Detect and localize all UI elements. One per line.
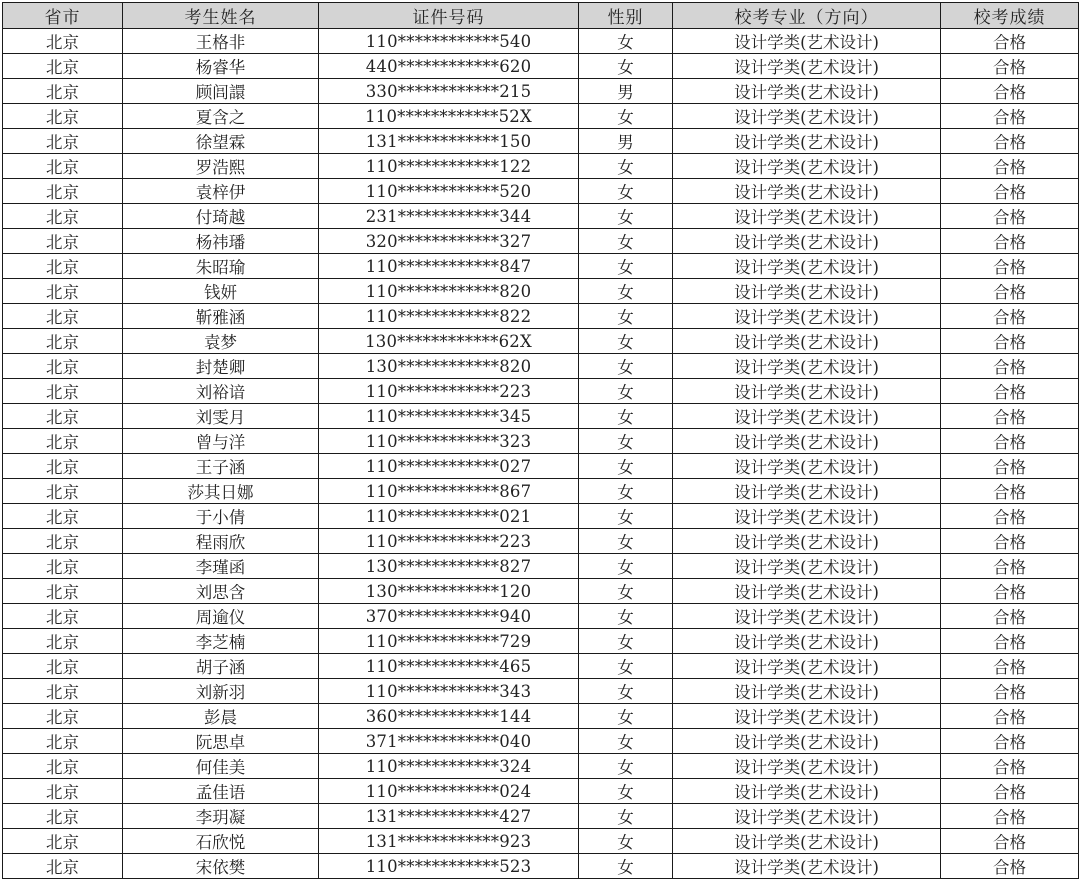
cell-name: 石欣悦 xyxy=(123,829,319,854)
cell-gender: 女 xyxy=(579,504,673,529)
cell-name: 刘思含 xyxy=(123,579,319,604)
header-gender: 性别 xyxy=(579,3,673,29)
cell-province: 北京 xyxy=(3,604,123,629)
cell-province: 北京 xyxy=(3,29,123,54)
cell-gender: 女 xyxy=(579,854,673,879)
cell-gender: 男 xyxy=(579,79,673,104)
cell-major: 设计学类(艺术设计) xyxy=(673,54,941,79)
cell-id-number: 110************223 xyxy=(319,529,579,554)
table-row xyxy=(3,729,1079,754)
table-row xyxy=(3,579,1079,604)
cell-result: 合格 xyxy=(941,354,1079,379)
cell-major: 设计学类(艺术设计) xyxy=(673,479,941,504)
cell-id-number: 110************024 xyxy=(319,779,579,804)
cell-name: 于小倩 xyxy=(123,504,319,529)
cell-result: 合格 xyxy=(941,579,1079,604)
table-row xyxy=(3,104,1079,129)
header-major: 校考专业（方向） xyxy=(673,3,941,29)
cell-id-number: 130************120 xyxy=(319,579,579,604)
cell-province: 北京 xyxy=(3,704,123,729)
cell-gender: 女 xyxy=(579,679,673,704)
cell-province: 北京 xyxy=(3,754,123,779)
table-row xyxy=(3,529,1079,554)
table-row xyxy=(3,704,1079,729)
cell-gender: 女 xyxy=(579,29,673,54)
cell-result: 合格 xyxy=(941,129,1079,154)
cell-province: 北京 xyxy=(3,854,123,879)
cell-province: 北京 xyxy=(3,279,123,304)
table-row xyxy=(3,329,1079,354)
cell-gender: 女 xyxy=(579,429,673,454)
cell-result: 合格 xyxy=(941,679,1079,704)
cell-gender: 女 xyxy=(579,204,673,229)
cell-id-number: 360************144 xyxy=(319,704,579,729)
table-row xyxy=(3,629,1079,654)
cell-name: 朱昭瑜 xyxy=(123,254,319,279)
cell-gender: 女 xyxy=(579,354,673,379)
cell-gender: 女 xyxy=(579,329,673,354)
cell-result: 合格 xyxy=(941,704,1079,729)
header-name: 考生姓名 xyxy=(123,3,319,29)
cell-id-number: 110************867 xyxy=(319,479,579,504)
cell-major: 设计学类(艺术设计) xyxy=(673,804,941,829)
cell-name: 袁梓伊 xyxy=(123,179,319,204)
cell-gender: 女 xyxy=(579,229,673,254)
header-id-number: 证件号码 xyxy=(319,3,579,29)
cell-major: 设计学类(艺术设计) xyxy=(673,329,941,354)
cell-province: 北京 xyxy=(3,829,123,854)
cell-name: 罗浩熙 xyxy=(123,154,319,179)
cell-major: 设计学类(艺术设计) xyxy=(673,204,941,229)
table-row xyxy=(3,554,1079,579)
cell-major: 设计学类(艺术设计) xyxy=(673,154,941,179)
cell-id-number: 131************427 xyxy=(319,804,579,829)
cell-result: 合格 xyxy=(941,279,1079,304)
cell-major: 设计学类(艺术设计) xyxy=(673,529,941,554)
cell-major: 设计学类(艺术设计) xyxy=(673,304,941,329)
cell-id-number: 330************215 xyxy=(319,79,579,104)
table-row xyxy=(3,279,1079,304)
cell-result: 合格 xyxy=(941,654,1079,679)
cell-province: 北京 xyxy=(3,154,123,179)
cell-id-number: 110************027 xyxy=(319,454,579,479)
cell-gender: 女 xyxy=(579,479,673,504)
cell-name: 夏含之 xyxy=(123,104,319,129)
cell-result: 合格 xyxy=(941,329,1079,354)
table-row xyxy=(3,354,1079,379)
table-row xyxy=(3,254,1079,279)
cell-result: 合格 xyxy=(941,829,1079,854)
cell-id-number: 131************923 xyxy=(319,829,579,854)
cell-major: 设计学类(艺术设计) xyxy=(673,829,941,854)
cell-gender: 女 xyxy=(579,579,673,604)
cell-gender: 女 xyxy=(579,54,673,79)
cell-province: 北京 xyxy=(3,504,123,529)
table-row xyxy=(3,679,1079,704)
cell-gender: 女 xyxy=(579,154,673,179)
cell-id-number: 110************021 xyxy=(319,504,579,529)
cell-major: 设计学类(艺术设计) xyxy=(673,679,941,704)
cell-major: 设计学类(艺术设计) xyxy=(673,704,941,729)
cell-major: 设计学类(艺术设计) xyxy=(673,854,941,879)
cell-id-number: 110************52X xyxy=(319,104,579,129)
cell-name: 顾闾譞 xyxy=(123,79,319,104)
cell-gender: 女 xyxy=(579,754,673,779)
cell-name: 刘雯月 xyxy=(123,404,319,429)
cell-province: 北京 xyxy=(3,104,123,129)
cell-major: 设计学类(艺术设计) xyxy=(673,279,941,304)
cell-name: 刘新羽 xyxy=(123,679,319,704)
table-row xyxy=(3,654,1079,679)
cell-major: 设计学类(艺术设计) xyxy=(673,229,941,254)
cell-name: 程雨欣 xyxy=(123,529,319,554)
cell-id-number: 110************729 xyxy=(319,629,579,654)
cell-id-number: 110************343 xyxy=(319,679,579,704)
cell-province: 北京 xyxy=(3,229,123,254)
cell-id-number: 110************822 xyxy=(319,304,579,329)
cell-result: 合格 xyxy=(941,54,1079,79)
cell-province: 北京 xyxy=(3,654,123,679)
cell-major: 设计学类(艺术设计) xyxy=(673,604,941,629)
cell-province: 北京 xyxy=(3,529,123,554)
table-row xyxy=(3,54,1079,79)
table-row xyxy=(3,29,1079,54)
cell-id-number: 130************820 xyxy=(319,354,579,379)
table-row xyxy=(3,779,1079,804)
cell-result: 合格 xyxy=(941,404,1079,429)
cell-gender: 女 xyxy=(579,829,673,854)
cell-gender: 女 xyxy=(579,629,673,654)
cell-major: 设计学类(艺术设计) xyxy=(673,379,941,404)
cell-name: 胡子涵 xyxy=(123,654,319,679)
cell-province: 北京 xyxy=(3,579,123,604)
cell-name: 王子涵 xyxy=(123,454,319,479)
cell-major: 设计学类(艺术设计) xyxy=(673,504,941,529)
table-row xyxy=(3,604,1079,629)
cell-province: 北京 xyxy=(3,379,123,404)
cell-id-number: 440************620 xyxy=(319,54,579,79)
cell-name: 曾与洋 xyxy=(123,429,319,454)
cell-gender: 女 xyxy=(579,604,673,629)
cell-province: 北京 xyxy=(3,329,123,354)
results-table xyxy=(2,2,1079,879)
cell-name: 莎其日娜 xyxy=(123,479,319,504)
cell-province: 北京 xyxy=(3,404,123,429)
cell-id-number: 110************540 xyxy=(319,29,579,54)
cell-id-number: 110************465 xyxy=(319,654,579,679)
table-row xyxy=(3,754,1079,779)
cell-province: 北京 xyxy=(3,729,123,754)
cell-major: 设计学类(艺术设计) xyxy=(673,554,941,579)
cell-province: 北京 xyxy=(3,79,123,104)
cell-result: 合格 xyxy=(941,479,1079,504)
cell-id-number: 110************820 xyxy=(319,279,579,304)
cell-result: 合格 xyxy=(941,229,1079,254)
cell-name: 何佳美 xyxy=(123,754,319,779)
cell-gender: 女 xyxy=(579,729,673,754)
cell-result: 合格 xyxy=(941,179,1079,204)
cell-province: 北京 xyxy=(3,54,123,79)
table-body xyxy=(3,29,1079,879)
cell-gender: 女 xyxy=(579,279,673,304)
cell-gender: 女 xyxy=(579,179,673,204)
cell-result: 合格 xyxy=(941,304,1079,329)
cell-result: 合格 xyxy=(941,604,1079,629)
cell-name: 徐望霖 xyxy=(123,129,319,154)
cell-gender: 女 xyxy=(579,104,673,129)
cell-province: 北京 xyxy=(3,204,123,229)
table-row xyxy=(3,829,1079,854)
cell-province: 北京 xyxy=(3,254,123,279)
cell-id-number: 320************327 xyxy=(319,229,579,254)
table-row xyxy=(3,79,1079,104)
cell-result: 合格 xyxy=(941,554,1079,579)
cell-name: 王格非 xyxy=(123,29,319,54)
cell-name: 彭晨 xyxy=(123,704,319,729)
cell-gender: 女 xyxy=(579,379,673,404)
cell-major: 设计学类(艺术设计) xyxy=(673,179,941,204)
cell-province: 北京 xyxy=(3,429,123,454)
cell-name: 封楚卿 xyxy=(123,354,319,379)
cell-name: 李玥凝 xyxy=(123,804,319,829)
cell-result: 合格 xyxy=(941,754,1079,779)
header-result: 校考成绩 xyxy=(941,3,1079,29)
cell-name: 杨祎璠 xyxy=(123,229,319,254)
table-row xyxy=(3,304,1079,329)
cell-gender: 女 xyxy=(579,529,673,554)
cell-name: 刘裕谙 xyxy=(123,379,319,404)
cell-id-number: 110************520 xyxy=(319,179,579,204)
cell-province: 北京 xyxy=(3,304,123,329)
cell-id-number: 370************940 xyxy=(319,604,579,629)
cell-province: 北京 xyxy=(3,129,123,154)
table-row xyxy=(3,429,1079,454)
cell-province: 北京 xyxy=(3,629,123,654)
cell-result: 合格 xyxy=(941,79,1079,104)
cell-gender: 女 xyxy=(579,304,673,329)
cell-major: 设计学类(艺术设计) xyxy=(673,729,941,754)
cell-gender: 男 xyxy=(579,129,673,154)
cell-id-number: 110************323 xyxy=(319,429,579,454)
cell-gender: 女 xyxy=(579,804,673,829)
cell-major: 设计学类(艺术设计) xyxy=(673,754,941,779)
cell-name: 孟佳语 xyxy=(123,779,319,804)
cell-major: 设计学类(艺术设计) xyxy=(673,429,941,454)
cell-province: 北京 xyxy=(3,679,123,704)
cell-major: 设计学类(艺术设计) xyxy=(673,29,941,54)
cell-result: 合格 xyxy=(941,804,1079,829)
cell-result: 合格 xyxy=(941,29,1079,54)
table-row xyxy=(3,479,1079,504)
cell-province: 北京 xyxy=(3,479,123,504)
table-row xyxy=(3,454,1079,479)
cell-id-number: 110************223 xyxy=(319,379,579,404)
cell-result: 合格 xyxy=(941,379,1079,404)
cell-province: 北京 xyxy=(3,779,123,804)
cell-province: 北京 xyxy=(3,804,123,829)
cell-name: 李芝楠 xyxy=(123,629,319,654)
cell-id-number: 371************040 xyxy=(319,729,579,754)
header-row xyxy=(3,3,1079,29)
cell-major: 设计学类(艺术设计) xyxy=(673,254,941,279)
cell-major: 设计学类(艺术设计) xyxy=(673,779,941,804)
cell-gender: 女 xyxy=(579,779,673,804)
table-row xyxy=(3,129,1079,154)
cell-name: 靳雅涵 xyxy=(123,304,319,329)
table-row xyxy=(3,504,1079,529)
cell-id-number: 110************324 xyxy=(319,754,579,779)
cell-result: 合格 xyxy=(941,454,1079,479)
cell-major: 设计学类(艺术设计) xyxy=(673,454,941,479)
cell-result: 合格 xyxy=(941,204,1079,229)
cell-major: 设计学类(艺术设计) xyxy=(673,79,941,104)
cell-province: 北京 xyxy=(3,179,123,204)
cell-id-number: 131************150 xyxy=(319,129,579,154)
cell-major: 设计学类(艺术设计) xyxy=(673,404,941,429)
cell-name: 杨睿华 xyxy=(123,54,319,79)
cell-name: 周逾仪 xyxy=(123,604,319,629)
cell-result: 合格 xyxy=(941,529,1079,554)
cell-result: 合格 xyxy=(941,729,1079,754)
cell-gender: 女 xyxy=(579,254,673,279)
cell-major: 设计学类(艺术设计) xyxy=(673,129,941,154)
cell-gender: 女 xyxy=(579,404,673,429)
cell-result: 合格 xyxy=(941,629,1079,654)
cell-name: 付琦越 xyxy=(123,204,319,229)
cell-name: 李瑾函 xyxy=(123,554,319,579)
table-row xyxy=(3,404,1079,429)
cell-result: 合格 xyxy=(941,104,1079,129)
cell-major: 设计学类(艺术设计) xyxy=(673,104,941,129)
cell-result: 合格 xyxy=(941,429,1079,454)
cell-id-number: 130************62X xyxy=(319,329,579,354)
cell-gender: 女 xyxy=(579,654,673,679)
table-row xyxy=(3,154,1079,179)
cell-id-number: 110************523 xyxy=(319,854,579,879)
cell-major: 设计学类(艺术设计) xyxy=(673,579,941,604)
cell-result: 合格 xyxy=(941,504,1079,529)
cell-province: 北京 xyxy=(3,554,123,579)
cell-gender: 女 xyxy=(579,554,673,579)
cell-major: 设计学类(艺术设计) xyxy=(673,654,941,679)
table-row xyxy=(3,854,1079,879)
header-province: 省市 xyxy=(3,3,123,29)
cell-major: 设计学类(艺术设计) xyxy=(673,629,941,654)
cell-gender: 女 xyxy=(579,704,673,729)
cell-result: 合格 xyxy=(941,779,1079,804)
cell-id-number: 231************344 xyxy=(319,204,579,229)
cell-id-number: 110************345 xyxy=(319,404,579,429)
table-row xyxy=(3,379,1079,404)
cell-id-number: 130************827 xyxy=(319,554,579,579)
cell-name: 袁梦 xyxy=(123,329,319,354)
table-row xyxy=(3,204,1079,229)
cell-id-number: 110************847 xyxy=(319,254,579,279)
cell-result: 合格 xyxy=(941,254,1079,279)
cell-name: 钱妍 xyxy=(123,279,319,304)
cell-name: 宋依樊 xyxy=(123,854,319,879)
cell-gender: 女 xyxy=(579,454,673,479)
cell-name: 阮思卓 xyxy=(123,729,319,754)
cell-result: 合格 xyxy=(941,854,1079,879)
cell-id-number: 110************122 xyxy=(319,154,579,179)
cell-province: 北京 xyxy=(3,354,123,379)
cell-result: 合格 xyxy=(941,154,1079,179)
table-row xyxy=(3,179,1079,204)
cell-province: 北京 xyxy=(3,454,123,479)
table-row xyxy=(3,229,1079,254)
cell-major: 设计学类(艺术设计) xyxy=(673,354,941,379)
